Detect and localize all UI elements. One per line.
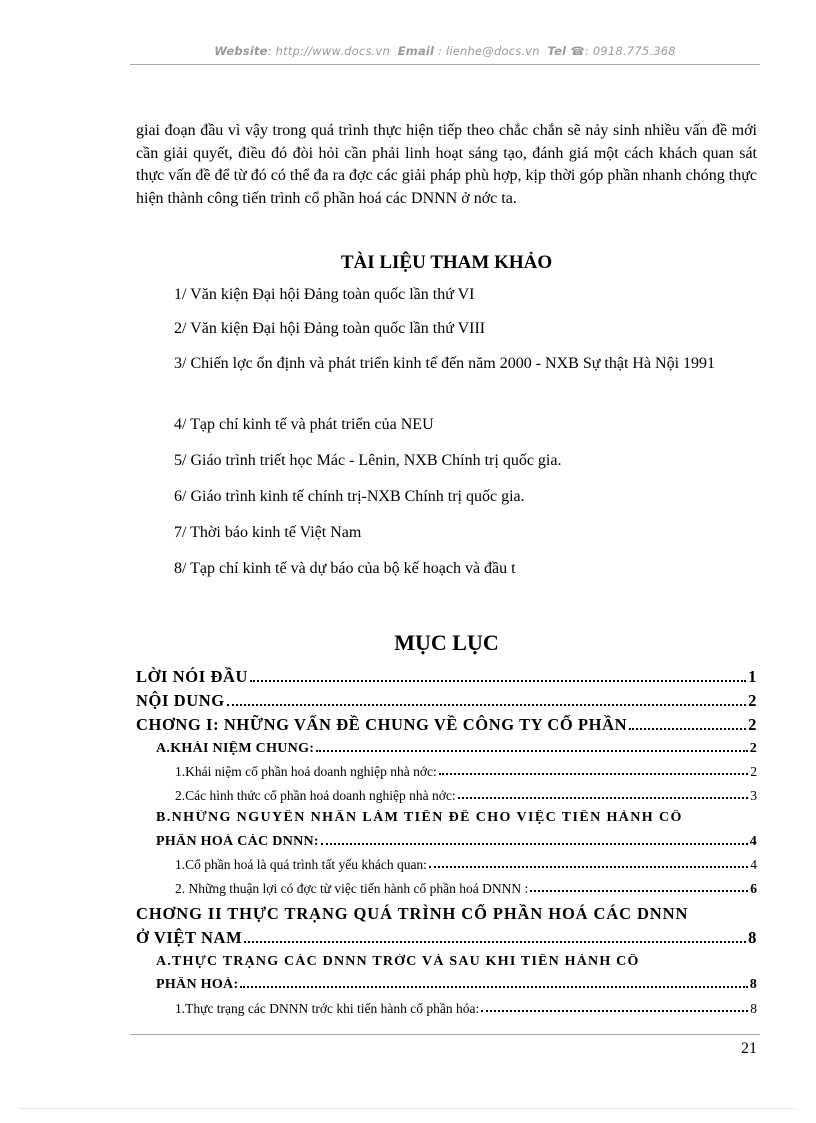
toc-leader [458, 797, 749, 799]
toc-entry-page: 8 [748, 928, 757, 947]
toc-leader [439, 773, 749, 775]
toc-leader [481, 1010, 748, 1012]
toc-leader [429, 866, 748, 868]
website-label: Website [214, 44, 268, 58]
toc-leader [240, 986, 747, 988]
page-number: 21 [741, 1040, 757, 1057]
toc-entry-text: 1.Cổ phần hoá là quá trình tất yếu khách quan: [175, 857, 427, 872]
toc-entry-page: 2 [748, 691, 757, 710]
toc-entry-first-line[interactable]: A.THỰC TRẠNG CÁC DNNN TRỚC VÀ SAU KHI TIẾN HÀNH CỔ [156, 954, 640, 969]
toc-entry[interactable] [175, 881, 757, 897]
reference-item: 1/ Văn kiện Đại hội Đảng toàn quốc lần thứ VI [174, 286, 475, 303]
toc-leader [316, 750, 747, 752]
tel-value: : 0918.775.368 [584, 44, 676, 58]
toc-entry-first-line[interactable]: CHƠNG II THỰC TRẠNG QUÁ TRÌNH CỔ PHẦN HOÁ CÁC DNNN [136, 904, 689, 923]
toc-leader [250, 680, 746, 682]
toc-entry[interactable] [156, 834, 757, 850]
reference-item: 6/ Giáo trình kinh tế chính trị-NXB Chính trị quốc gia. [174, 488, 525, 505]
references-title: TÀI LIỆU THAM KHẢO [340, 252, 553, 273]
reference-item: 5/ Giáo trình triết học Mác - Lênin, NXB Chính trị quốc gia. [174, 452, 562, 469]
toc-entry-text: 1.Thực trạng các DNNN trớc khi tiến hành cổ phần hóa: [175, 1001, 480, 1016]
toc-entry-page: 1 [748, 667, 757, 686]
toc-entry-page: 8 [750, 1001, 757, 1016]
closing-paragraph: giai đoạn đầu vì vậy trong quá trình thực hiện tiếp theo chắc chắn sẽ nảy sinh nhiều vấn đề mới cần giải quyết, điều đó đòi hỏi cần phải linh hoạt sáng tạo, đánh giá một cách khách quan sát thực vấn đề để từ đó có thể đa ra đợc các giải pháp phù hợp, kịp thời góp phần nhanh chóng thực hiện thành công tiến trình cổ phần hoá các DNNN ở nớc ta. [136, 122, 757, 207]
toc-entry[interactable] [136, 928, 757, 948]
toc-entry[interactable] [175, 857, 757, 873]
toc-entry-text: 2.Các hình thức cổ phần hoá doanh nghiệp nhà nớc: [175, 788, 456, 803]
toc-leader [629, 728, 746, 730]
toc-entry-page: 2 [749, 741, 757, 756]
toc-entry[interactable] [156, 741, 757, 757]
toc-leader [530, 890, 748, 892]
toc-entry[interactable] [136, 691, 757, 711]
page-bottom-edge [20, 1108, 796, 1109]
toc-entry-text: LỜI NÓI ĐẦU [136, 667, 249, 686]
toc-entry-text: A.KHÁI NIỆM CHUNG: [156, 741, 315, 756]
toc-entry-page: 6 [750, 881, 757, 896]
reference-item: 4/ Tạp chí kinh tế và phát triển của NEU [174, 416, 434, 433]
toc-entry-text: PHẦN HOÁ: [156, 977, 239, 992]
toc-entry-text: PHẦN HOÁ CÁC DNNN: [156, 834, 319, 849]
toc-entry[interactable] [136, 667, 757, 687]
reference-item: 3/ Chiến lợc ổn định và phát triển kinh tế đến năm 2000 - NXB Sự thật Hà Nội 1991 [174, 355, 716, 372]
reference-item: 7/ Thời báo kinh tế Việt Nam [174, 524, 362, 541]
toc-leader [227, 704, 746, 706]
reference-item: 2/ Văn kiện Đại hội Đảng toàn quốc lần thứ VIII [174, 320, 486, 337]
toc-entry-text: 1.Khái niệm cổ phần hoá doanh nghiệp nhà nớc: [175, 764, 437, 779]
header-divider [130, 64, 760, 65]
toc-entry[interactable] [156, 977, 757, 993]
toc-leader [244, 941, 746, 943]
tel-label: Tel ☎ [547, 44, 585, 58]
email-label: Email [397, 44, 435, 58]
toc-entry-page: 2 [748, 715, 757, 734]
toc-entry-first-line[interactable]: B.NHỮNG NGUYÊN NHÂN LÀM TIỀN ĐỀ CHO VIỆC TIẾN HÀNH CỔ [156, 810, 683, 825]
footer-divider [130, 1034, 760, 1035]
toc-entry-page: 2 [750, 764, 757, 779]
toc-title: MỤC LỤC [394, 630, 499, 655]
toc-entry[interactable] [175, 764, 757, 780]
toc-entry[interactable] [136, 715, 757, 735]
toc-entry-text: NỘI DUNG [136, 691, 225, 710]
email-value[interactable]: : lienhe@docs.vn [434, 44, 540, 58]
toc-entry[interactable] [175, 788, 757, 804]
reference-item: 8/ Tạp chí kinh tế và dự báo của bộ kế hoạch và đầu t [174, 560, 516, 577]
toc-entry-page: 4 [749, 834, 757, 849]
toc-entry-page: 3 [750, 788, 757, 803]
toc-entry-page: 4 [750, 857, 757, 872]
toc-leader [321, 843, 748, 845]
toc-entry-text: CHƠNG I: NHỮNG VẤN ĐỀ CHUNG VỀ CÔNG TY CỔ PHẦN [136, 715, 628, 734]
toc-entry-page: 8 [749, 977, 757, 992]
website-value[interactable]: : http://www.docs.vn [267, 44, 390, 58]
toc-entry[interactable] [175, 1001, 757, 1017]
page-header [130, 44, 760, 58]
toc-entry-text: Ở VIỆT NAM [136, 928, 243, 947]
toc-entry-text: 2. Những thuận lợi có đợc từ việc tiến hành cổ phần hoá DNNN : [175, 881, 529, 896]
